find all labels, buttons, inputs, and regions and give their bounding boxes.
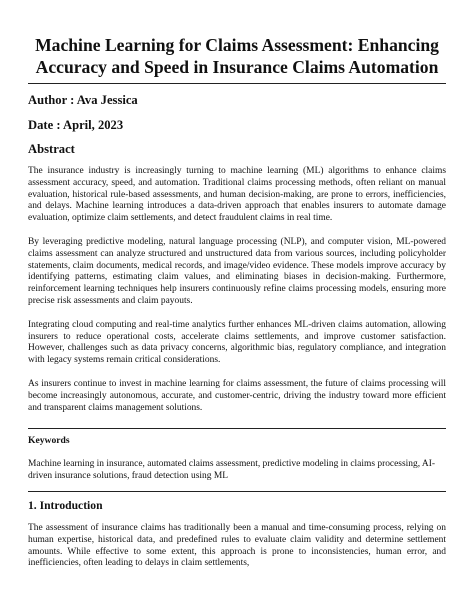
abstract-paragraph-2: By leveraging predictive modeling, natural language processing (NLP), and computer vision, ML-powered claims assessment can analyze structured and unstructured data from various sources, including policyholder statements, claim documents, medical records, and image/video evidence. These models improve accuracy by identifying patterns, estimating claim values, and eliminating biases in decision-making. Furthermore, reinforcement learning techniques help insurers continuously refine claims processing models, ensuring more precise risk assessments and claim payouts. — [28, 236, 446, 306]
abstract-paragraph-3: Integrating cloud computing and real-time analytics further enhances ML-driven claims automation, allowing insurers to reduce operational costs, accelerate claims settlements, and improve customer satisfaction. However, challenges such as data privacy concerns, algorithmic bias, regulatory compliance, and integration with legacy systems remain critical considerations. — [28, 319, 446, 366]
paper-title: Machine Learning for Claims Assessment: Enhancing Accuracy and Speed in Insurance Claims Automation — [35, 35, 439, 77]
abstract-heading: Abstract — [28, 142, 75, 156]
abstract-body — [28, 166, 446, 414]
introduction-text: The assessment of insurance claims has traditionally been a manual and time-consuming process, relying on human expertise, historical data, and predefined rules to evaluate claim validity and determine settlement amounts. While effective to some extent, this approach is prone to inconsistencies, human error, and inefficiencies, often leading to delays in claim settlements, — [28, 522, 446, 569]
abstract-paragraph-4: As insurers continue to invest in machine learning for claims assessment, the future of claims processing will become increasingly autonomous, accurate, and customer-centric, driving the industry toward more efficient and transparent claims management solutions. — [28, 378, 446, 413]
introduction-heading: 1. Introduction — [28, 498, 103, 512]
author-line: Author : Ava Jessica — [28, 93, 138, 107]
keywords-bottom-rule — [28, 491, 446, 492]
abstract-paragraph-1: The insurance industry is increasingly turning to machine learning (ML) algorithms to enhance claims assessment accuracy, speed, and automation. Traditional claims processing methods, often reliant on manual evaluation, historical rule-based assessments, and human decision-making, are prone to errors, inefficiencies, and delays. Machine learning introduces a data-driven approach that enables insurers to automate damage evaluation, optimize claim settlements, and detect fraudulent claims in real time. — [28, 166, 446, 224]
keywords-text: Machine learning in insurance, automated claims assessment, predictive modeling in claims processing, AI-driven insurance solutions, fraud detection using ML — [28, 459, 436, 482]
keywords-section — [28, 428, 446, 492]
keywords-heading: Keywords — [28, 435, 70, 447]
keywords-top-rule — [28, 428, 446, 429]
date-line: Date : April, 2023 — [28, 118, 124, 132]
title-rule — [28, 83, 446, 84]
